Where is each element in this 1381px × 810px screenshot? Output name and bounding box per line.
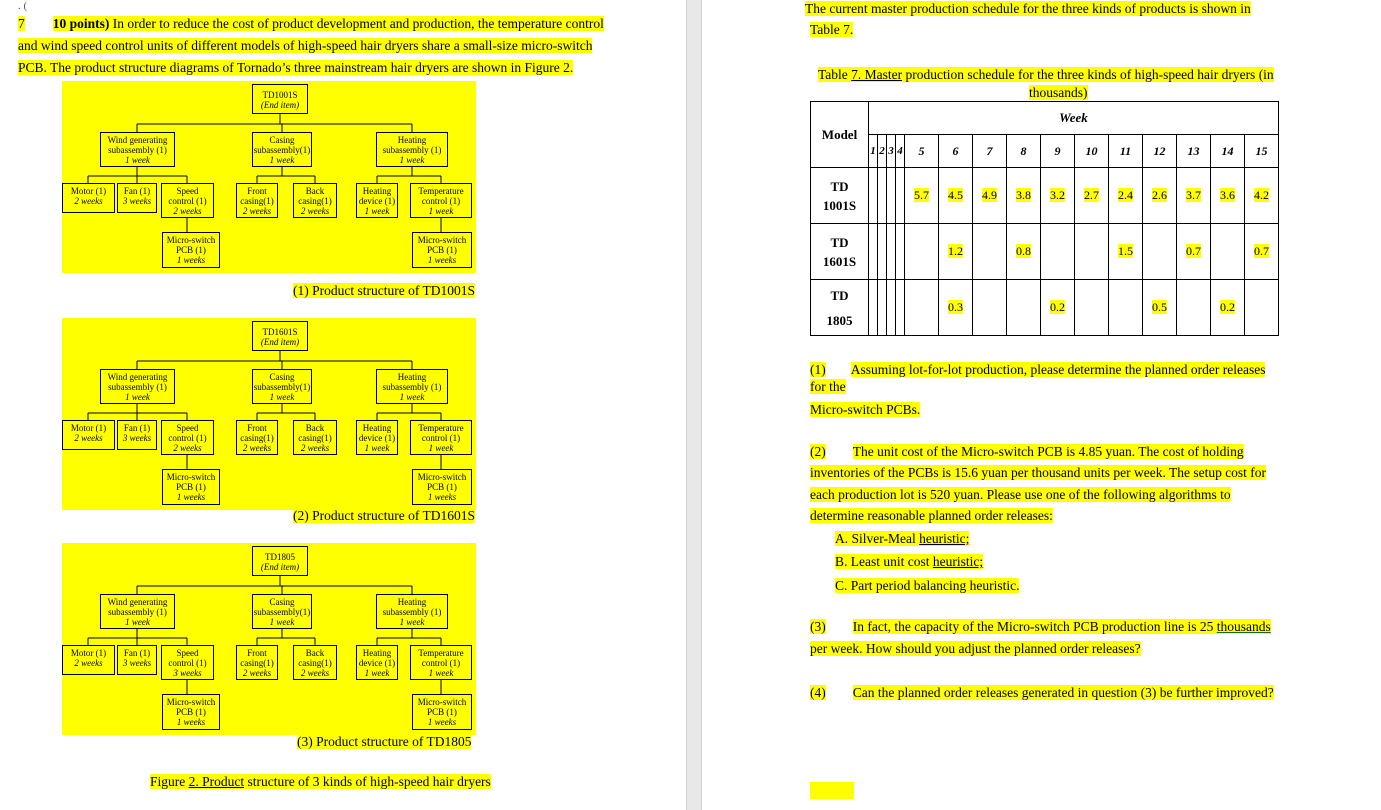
component-label: Motor (1) [70, 648, 107, 658]
component-box-back [293, 645, 337, 680]
model-cell [811, 168, 869, 224]
component-label: PCB (1) [176, 707, 206, 717]
week-number: 6 [939, 135, 973, 168]
schedule-value: 0.3 [948, 300, 963, 314]
schedule-cell [1245, 224, 1279, 280]
question-3-line-1: (3) In fact, the capacity of the Micro-switch PCB production line is 25 thousands [810, 619, 1271, 634]
component-label: Motor (1) [70, 423, 107, 433]
component-lead-time: (End item) [260, 337, 300, 347]
component-label: device (1) [358, 196, 396, 206]
component-lead-time: 2 weeks [300, 443, 330, 453]
component-label: control (1) [421, 433, 461, 443]
component-lead-time: 1 week [399, 617, 425, 627]
model-name-line-2: 1805 [826, 312, 853, 328]
component-label: Casing [269, 597, 295, 607]
component-label: Temperature [418, 423, 464, 433]
component-label: device (1) [358, 433, 396, 443]
component-box-fan [117, 420, 157, 450]
page-gutter [686, 0, 702, 810]
component-lead-time: 3 weeks [173, 668, 202, 678]
component-box-root [252, 321, 308, 351]
schedule-cell [1007, 168, 1041, 224]
table-row [811, 280, 1279, 336]
component-box-temp [410, 420, 472, 455]
question-intro-line-1: 7 10 points) In order to reduce the cost of product development and production, the temperature control [18, 16, 604, 31]
component-lead-time: 2 weeks [242, 668, 272, 678]
table-intro-line-2: Table 7. [810, 22, 854, 37]
component-label: Fan (1) [123, 186, 151, 196]
component-box-casing [252, 369, 312, 404]
component-box-temp [410, 183, 472, 218]
component-label: Front [247, 186, 267, 196]
component-box-front [236, 420, 278, 455]
component-label: Heating [362, 186, 392, 196]
component-label: Heating [397, 597, 427, 607]
component-box-fan [117, 645, 157, 675]
component-lead-time: 1 week [428, 206, 454, 216]
schedule-value: 5.7 [914, 188, 929, 202]
schedule-value: 3.2 [1050, 188, 1065, 202]
component-box-back [293, 420, 337, 455]
schedule-cell [1245, 280, 1279, 336]
component-lead-time: 2 weeks [74, 658, 103, 668]
component-label: Micro-switch [166, 472, 216, 482]
component-label: Speed [176, 423, 199, 433]
component-label: Heating [397, 372, 427, 382]
component-label: Back [305, 648, 325, 658]
schedule-cell [896, 280, 905, 336]
component-label: Micro-switch [166, 697, 216, 707]
schedule-cell [1075, 224, 1109, 280]
component-box-pcb1 [162, 232, 220, 268]
schedule-cell [1211, 224, 1245, 280]
schedule-cell [887, 224, 896, 280]
question-1-line-2: for the [810, 379, 846, 394]
week-number: 5 [905, 135, 939, 168]
model-name-line-1: TD [830, 178, 849, 194]
component-lead-time: 1 weeks [427, 492, 457, 502]
component-lead-time: 2 weeks [74, 196, 103, 206]
schedule-cell [1143, 224, 1177, 280]
table-caption-line-2: thousands) [1029, 85, 1088, 100]
schedule-cell [896, 224, 905, 280]
schedule-value: 2.4 [1118, 188, 1133, 202]
component-box-pcb2 [412, 694, 472, 730]
model-header: Model [811, 102, 869, 168]
component-label: Fan (1) [123, 423, 151, 433]
schedule-cell [1143, 168, 1177, 224]
schedule-cell [1211, 280, 1245, 336]
option-b: B. Least unit cost heuristic; [835, 554, 984, 569]
schedule-cell [1041, 280, 1075, 336]
component-label: subassembly (1) [108, 382, 167, 392]
component-label: TD1601S [262, 327, 298, 337]
component-lead-time: 1 week [269, 617, 295, 627]
component-label: Wind generating [107, 372, 168, 382]
schedule-cell [878, 168, 887, 224]
component-label: control (1) [168, 658, 207, 668]
schedule-cell [887, 280, 896, 336]
component-label: subassembly(1) [253, 607, 311, 617]
component-lead-time: 1 week [364, 668, 390, 678]
schedule-value: 4.5 [948, 188, 963, 202]
table-header-row [811, 102, 1279, 135]
table-row [811, 168, 1279, 224]
component-label: casing(1) [298, 433, 332, 443]
component-label: TD1001S [262, 90, 298, 100]
component-box-wind [100, 132, 175, 167]
question-2-line-4: determine reasonable planned order releases: [810, 508, 1053, 523]
component-label: Front [247, 648, 267, 658]
week-numbers-row [811, 135, 1279, 168]
question-1-line-1: (1) Assuming lot-for-lot production, please determine the planned order releases [810, 362, 1266, 377]
component-label: subassembly (1) [382, 382, 442, 392]
diagram-caption-text: (1) Product structure of TD1001S [293, 283, 475, 298]
week-number: 7 [973, 135, 1007, 168]
product-structure-diagram [62, 81, 476, 273]
component-lead-time: 1 week [399, 155, 425, 165]
question-1-line-3: Micro-switch PCBs. [810, 402, 921, 417]
schedule-cell [939, 168, 973, 224]
component-lead-time: 2 weeks [173, 443, 202, 453]
component-box-front [236, 183, 278, 218]
component-box-casing [252, 594, 312, 629]
week-number: 10 [1075, 135, 1109, 168]
schedule-cell [869, 224, 878, 280]
component-lead-time: 1 week [364, 443, 390, 453]
schedule-value: 3.7 [1186, 188, 1201, 202]
component-label: Heating [362, 423, 392, 433]
table-row [811, 224, 1279, 280]
schedule-value: 1.5 [1118, 244, 1133, 258]
model-name-line-2: 1601S [822, 253, 857, 269]
schedule-cell [1109, 280, 1143, 336]
table-intro-line-1: The current master production schedule for the three kinds of products is shown in [805, 1, 1251, 16]
schedule-value: 0.2 [1050, 300, 1065, 314]
schedule-cell [1075, 280, 1109, 336]
component-label: Wind generating [107, 135, 168, 145]
question-2-line-2: inventories of the PCBs is 15.6 yuan per thousand units per week. The setup cost for [810, 465, 1267, 480]
component-lead-time: 1 week [364, 206, 390, 216]
component-box-wind [100, 369, 175, 404]
week-number: 8 [1007, 135, 1041, 168]
question-intro-line-3: PCB. The product structure diagrams of Tornado’s three mainstream hair dryers are shown in Figure 2. [18, 60, 574, 75]
component-label: Temperature [418, 648, 464, 658]
component-box-casing [252, 132, 312, 167]
schedule-cell [939, 224, 973, 280]
component-label: Back [305, 423, 325, 433]
week-number: 3 [887, 135, 896, 168]
component-label: Heating [362, 648, 392, 658]
component-lead-time: 2 weeks [242, 443, 272, 453]
component-lead-time: 1 weeks [176, 492, 206, 502]
product-structure-diagram [62, 543, 476, 735]
component-label: PCB (1) [427, 482, 457, 492]
schedule-cell [1007, 280, 1041, 336]
component-lead-time: 1 week [399, 392, 425, 402]
component-box-motor [62, 420, 115, 450]
paragraph-mark: . ( [18, 0, 28, 12]
component-lead-time: 1 weeks [427, 255, 457, 265]
schedule-cell [1041, 168, 1075, 224]
component-lead-time: 3 weeks [122, 658, 152, 668]
schedule-cell [887, 168, 896, 224]
model-name-line-1: TD [830, 234, 849, 250]
component-lead-time: 1 week [125, 617, 150, 627]
schedule-cell [973, 224, 1007, 280]
week-number: 11 [1109, 135, 1143, 168]
component-lead-time: 1 week [428, 443, 454, 453]
schedule-value: 0.5 [1152, 300, 1167, 314]
component-label: control (1) [421, 196, 461, 206]
component-label: TD1805 [265, 552, 295, 562]
component-box-heating [376, 132, 448, 167]
component-label: Casing [269, 372, 295, 382]
model-name-line-2: 1001S [822, 197, 857, 213]
component-label: control (1) [168, 433, 207, 443]
component-lead-time: 3 weeks [122, 196, 152, 206]
component-label: subassembly (1) [382, 607, 442, 617]
schedule-value: 0.8 [1016, 244, 1031, 258]
component-label: Micro-switch [417, 697, 467, 707]
schedule-cell [1143, 280, 1177, 336]
week-number: 1 [869, 135, 878, 168]
schedule-cell [896, 168, 905, 224]
component-label: subassembly (1) [108, 145, 167, 155]
question-4-line-1: (4) Can the planned order releases generated in question (3) be further improved? [810, 685, 1274, 700]
component-lead-time: 1 weeks [176, 717, 206, 727]
schedule-value: 3.6 [1220, 188, 1235, 202]
week-number: 4 [896, 135, 905, 168]
component-label: Temperature [418, 186, 464, 196]
component-label: Front [247, 423, 267, 433]
left-page [0, 0, 686, 810]
component-box-back [293, 183, 337, 218]
week-number: 13 [1177, 135, 1211, 168]
schedule-cell [1075, 168, 1109, 224]
product-structure-diagram [62, 318, 476, 510]
question-2-line-3: each production lot is 520 yuan. Please use one of the following algorithms to [810, 487, 1231, 502]
week-number: 14 [1211, 135, 1245, 168]
schedule-cell [1007, 224, 1041, 280]
component-box-speed [161, 183, 214, 218]
component-lead-time: 1 week [269, 392, 295, 402]
schedule-cell [973, 168, 1007, 224]
diagram-caption-text: (3) Product structure of TD1805 [297, 734, 472, 749]
component-label: casing(1) [298, 196, 332, 206]
component-box-temp [410, 645, 472, 680]
master-production-schedule-table [810, 101, 1279, 336]
schedule-value: 3.8 [1016, 188, 1031, 202]
component-box-pcb1 [162, 469, 220, 505]
component-box-hdev [356, 645, 398, 680]
model-name-line-1: TD [830, 287, 849, 303]
component-label: subassembly (1) [382, 145, 442, 155]
component-box-pcb2 [412, 469, 472, 505]
schedule-cell [1177, 280, 1211, 336]
component-label: Micro-switch [417, 235, 467, 245]
schedule-value: 2.6 [1152, 188, 1167, 202]
component-label: device (1) [358, 658, 396, 668]
diagram-caption [293, 283, 475, 299]
component-lead-time: 3 weeks [122, 433, 152, 443]
component-lead-time: (End item) [260, 562, 300, 572]
component-label: PCB (1) [427, 245, 457, 255]
schedule-cell [973, 280, 1007, 336]
component-label: Micro-switch [417, 472, 467, 482]
model-cell [811, 280, 869, 336]
question-2-line-1: (2) The unit cost of the Micro-switch PCB is 4.85 yuan. The cost of holding [810, 444, 1244, 459]
schedule-cell [905, 168, 939, 224]
component-label: control (1) [421, 658, 461, 668]
schedule-cell [1245, 168, 1279, 224]
diagram-caption [297, 734, 471, 750]
right-page [702, 0, 1381, 810]
model-cell [811, 224, 869, 280]
schedule-cell [905, 280, 939, 336]
table-caption: Table 7. Master production schedule for the three kinds of high-speed hair dryers (in [818, 67, 1274, 82]
component-label: subassembly(1) [253, 145, 311, 155]
component-label: PCB (1) [176, 482, 206, 492]
component-lead-time: 2 weeks [242, 206, 272, 216]
component-box-front [236, 645, 278, 680]
schedule-cell [1109, 168, 1143, 224]
component-box-speed [161, 645, 214, 680]
schedule-value: 4.9 [982, 188, 997, 202]
component-lead-time: 2 weeks [300, 668, 330, 678]
week-number: 9 [1041, 135, 1075, 168]
week-number: 12 [1143, 135, 1177, 168]
question-intro-line-2: and wind speed control units of different models of high-speed hair dryers share a small-size micro-switch [18, 38, 593, 53]
week-number: 2 [878, 135, 887, 168]
component-lead-time: (End item) [260, 100, 300, 110]
component-label: Wind generating [107, 597, 168, 607]
component-label: subassembly(1) [253, 382, 311, 392]
schedule-value: 0.7 [1186, 244, 1201, 258]
schedule-cell [878, 224, 887, 280]
component-box-pcb2 [412, 232, 472, 268]
component-label: control (1) [168, 196, 207, 206]
component-box-pcb1 [162, 694, 220, 730]
week-header: Week [869, 102, 1279, 135]
schedule-cell [878, 280, 887, 336]
component-box-hdev [356, 420, 398, 455]
component-lead-time: 2 weeks [74, 433, 103, 443]
component-lead-time: 2 weeks [173, 206, 202, 216]
schedule-value: 1.2 [948, 244, 963, 258]
component-lead-time: 2 weeks [300, 206, 330, 216]
component-box-heating [376, 369, 448, 404]
component-label: PCB (1) [427, 707, 457, 717]
schedule-value: 4.2 [1254, 188, 1269, 202]
schedule-cell [939, 280, 973, 336]
figure-caption: Figure 2. Product structure of 3 kinds of high-speed hair dryers [150, 774, 491, 789]
component-lead-time: 1 weeks [176, 255, 206, 265]
component-label: Back [305, 186, 325, 196]
component-label: Speed [176, 648, 199, 658]
component-label: casing(1) [240, 196, 274, 206]
component-box-speed [161, 420, 214, 455]
schedule-value: 2.7 [1084, 188, 1099, 202]
option-c: C. Part period balancing heuristic. [835, 578, 1020, 593]
component-box-root [252, 84, 308, 114]
component-label: Fan (1) [123, 648, 151, 658]
component-box-motor [62, 645, 115, 675]
component-label: subassembly (1) [108, 607, 167, 617]
component-box-fan [117, 183, 157, 213]
schedule-cell [1109, 224, 1143, 280]
component-label: PCB (1) [176, 245, 206, 255]
component-box-heating [376, 594, 448, 629]
schedule-cell [869, 280, 878, 336]
schedule-value: 0.2 [1220, 300, 1235, 314]
component-box-hdev [356, 183, 398, 218]
schedule-cell [1041, 224, 1075, 280]
week-number: 15 [1245, 135, 1279, 168]
schedule-cell [905, 224, 939, 280]
component-label: Speed [176, 186, 199, 196]
schedule-cell [869, 168, 878, 224]
schedule-cell [1177, 168, 1211, 224]
component-label: Motor (1) [70, 186, 107, 196]
component-label: casing(1) [240, 658, 274, 668]
component-label: Heating [397, 135, 427, 145]
component-label: casing(1) [298, 658, 332, 668]
component-label: Micro-switch [166, 235, 216, 245]
component-lead-time: 1 week [269, 155, 295, 165]
schedule-cell [1177, 224, 1211, 280]
component-lead-time: 1 weeks [427, 717, 457, 727]
component-lead-time: 1 week [125, 392, 150, 402]
component-box-root [252, 546, 308, 576]
diagram-caption-text: (2) Product structure of TD1601S [293, 508, 475, 523]
component-lead-time: 1 week [125, 155, 150, 165]
diagram-caption [293, 508, 475, 524]
component-lead-time: 1 week [428, 668, 454, 678]
component-box-wind [100, 594, 175, 629]
component-label: Casing [269, 135, 295, 145]
question-3-line-2: per week. How should you adjust the planned order releases? [810, 641, 1141, 656]
option-a: A. Silver-Meal heuristic; [835, 531, 970, 546]
component-label: casing(1) [240, 433, 274, 443]
schedule-value: 0.7 [1254, 244, 1269, 258]
schedule-cell [1211, 168, 1245, 224]
highlight-mark [810, 782, 854, 799]
component-box-motor [62, 183, 115, 213]
